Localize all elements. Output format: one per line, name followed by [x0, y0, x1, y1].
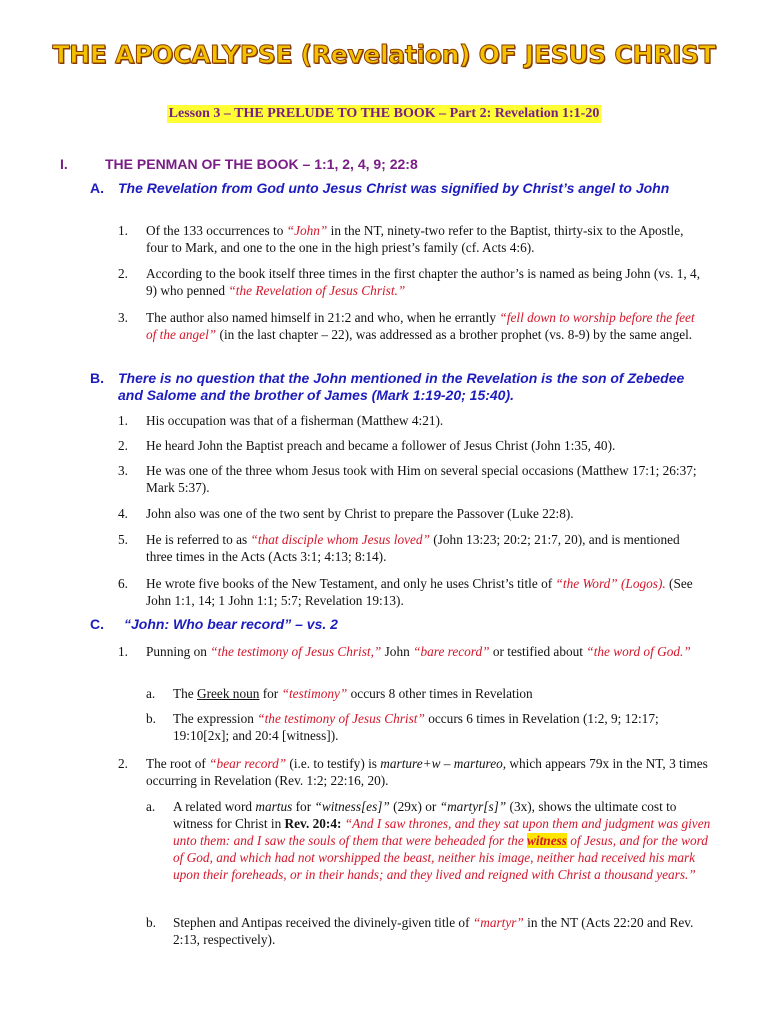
item-italic: martus — [255, 799, 293, 814]
sub-list-item — [146, 914, 711, 948]
item-text: (29x) or — [389, 799, 440, 814]
item-text: Stephen and Antipas received the divinely-given title of — [173, 915, 473, 930]
item-reference: Rev. 20:4: — [284, 816, 342, 831]
item-number: 6. — [118, 576, 128, 591]
sub-list-item — [146, 685, 711, 702]
item-text: (See John 1:1, 14; 1 John 1:1; 5:7; Revelation 19:13). — [146, 576, 693, 608]
item-quote: “martyr” — [472, 915, 524, 930]
document-title: THE APOCALYPSE (Revelation) OF JESUS CHRIST — [52, 40, 716, 69]
subitem-letter: b. — [146, 711, 156, 726]
item-quote: “the testimony of Jesus Christ,” — [210, 644, 382, 659]
item-text: His occupation was that of a fisherman (Matthew 4:21). — [146, 413, 444, 428]
item-quote: of Jesus, and for the word of God, and which had not worshipped the beast, neither his image, neither had received his mark upon their foreheads, or in their hands; and they lived and reigned with Christ a thousand years.” — [173, 833, 708, 882]
item-text: for — [292, 799, 315, 814]
item-text: He wrote five books of the New Testament, and only he uses Christ’s title of — [146, 576, 556, 591]
item-number: 1. — [118, 644, 128, 659]
section-text: THE PENMAN OF THE BOOK – 1:1, 2, 4, 9; 22:8 — [105, 156, 418, 172]
lesson-subtitle-wrap — [0, 104, 768, 123]
item-text: The — [173, 686, 197, 701]
item-text: The author also named himself in 21:2 and who, when he errantly — [146, 310, 500, 325]
item-text: or testified about — [489, 644, 587, 659]
item-italic: “martyr[s]” — [439, 799, 507, 814]
item-number: 2. — [118, 756, 128, 771]
item-text: John — [381, 644, 414, 659]
item-number: 1. — [118, 223, 128, 238]
item-text: John also was one of the two sent by Christ to prepare the Passover (Luke 22:8). — [146, 506, 574, 521]
item-text: (John 13:23; 20:2; 21:7, 20), and is mentioned three times in the Acts (Acts 3:1; 4:13; 8:14). — [146, 532, 680, 564]
item-quote: “the Word” (Logos). — [555, 576, 666, 591]
list-item — [118, 309, 708, 343]
subheading-c-text: “John: Who bear record” – vs. 2 — [124, 616, 338, 632]
highlighted-word: witness — [527, 833, 567, 848]
item-text: for — [259, 686, 282, 701]
list-item — [118, 505, 708, 522]
item-number: 5. — [118, 532, 128, 547]
item-text: The expression — [173, 711, 258, 726]
item-text: (in the last chapter – 22), was addressed as a brother prophet (vs. 8-9) by the same angel. — [216, 327, 693, 342]
item-quote: “And I saw thrones, and they sat upon them and judgment was given unto them: and I saw the souls of them that were beheaded for the — [173, 816, 711, 848]
subheading-b — [90, 370, 710, 404]
item-quote: “that disciple whom Jesus loved” — [250, 532, 430, 547]
subheading-a-label: A. — [90, 180, 104, 196]
list-item — [118, 437, 708, 454]
item-quote: “testimony” — [281, 686, 348, 701]
item-underlined: Greek noun — [197, 686, 260, 701]
list-item — [118, 265, 708, 299]
item-number: 4. — [118, 506, 128, 521]
item-text: which appears 79x in the NT, 3 times occurring in Revelation (Rev. 1:2; 22:16, 20). — [146, 756, 708, 788]
item-number: 2. — [118, 266, 128, 281]
list-item — [118, 755, 708, 789]
item-italic: “witness[es]” — [314, 799, 390, 814]
lesson-subtitle: Lesson 3 – THE PRELUDE TO THE BOOK – Part 2: Revelation 1:1-20 — [168, 106, 600, 121]
item-quote: “bare record” — [413, 644, 490, 659]
list-item — [118, 643, 708, 660]
item-text: (3x), shows the ultimate cost to witness for Christ in — [173, 799, 677, 831]
list-item — [118, 531, 708, 565]
list-item — [118, 575, 708, 609]
subheading-b-text: There is no question that the John mentioned in the Revelation is the son of Zebedee and Salome and the brother of James (Mark 1:19-20; 15:40). — [118, 370, 685, 403]
item-number: 2. — [118, 438, 128, 453]
item-quote: “bear record” — [209, 756, 287, 771]
subheading-a-text: The Revelation from God unto Jesus Christ was signified by Christ’s angel to John — [118, 180, 670, 196]
subheading-b-label: B. — [90, 370, 104, 386]
item-text: (i.e. to testify) is — [286, 756, 381, 771]
subitem-letter: a. — [146, 799, 156, 814]
list-item — [118, 222, 708, 256]
sub-list-item — [146, 798, 711, 883]
item-text: The root of — [146, 756, 210, 771]
item-text: A related word — [173, 799, 256, 814]
item-number: 3. — [118, 310, 128, 325]
subheading-c — [90, 616, 710, 633]
item-quote: “John” — [286, 223, 328, 238]
item-text: Punning on — [146, 644, 211, 659]
subitem-letter: a. — [146, 686, 156, 701]
list-item — [118, 462, 708, 496]
sub-list-item — [146, 710, 711, 744]
subitem-letter: b. — [146, 915, 156, 930]
item-text: He heard John the Baptist preach and became a follower of Jesus Christ (John 1:35, 40). — [146, 438, 616, 453]
item-quote: “the Revelation of Jesus Christ.” — [228, 283, 406, 298]
item-text: in the NT (Acts 22:20 and Rev. 2:13, respectively). — [173, 915, 694, 947]
item-number: 1. — [118, 413, 128, 428]
item-text: occurs 6 times in Revelation (1:2, 9; 12:17; 19:10[2x]; and 20:4 [witness]). — [173, 711, 659, 743]
item-number: 3. — [118, 463, 128, 478]
subheading-c-label: C. — [90, 616, 104, 632]
section-heading — [60, 156, 418, 172]
item-text: in the NT, ninety-two refer to the Baptist, thirty-six to the Apostle, four to Mark, and one to the one in the high priest’s family (cf. Acts 4:6). — [146, 223, 684, 255]
item-italic: marture+w – martureo, — [380, 756, 507, 771]
item-quote: “the word of God.” — [586, 644, 691, 659]
section-number: I. — [60, 156, 68, 172]
item-text: He is referred to as — [146, 532, 251, 547]
item-text: He was one of the three whom Jesus took with Him on several special occasions (Matthew 17:1; 26:37; Mark 5:37). — [146, 463, 697, 495]
item-quote: “fell down to worship before the feet of the angel” — [146, 310, 695, 342]
item-text: occurs 8 other times in Revelation — [347, 686, 533, 701]
item-quote: “the testimony of Jesus Christ” — [257, 711, 425, 726]
subheading-a — [90, 180, 710, 197]
item-text: According to the book itself three times in the first chapter the author’s is named as being John (vs. 1, 4, 9) who penned — [146, 266, 701, 298]
item-text: Of the 133 occurrences to — [146, 223, 287, 238]
list-item — [118, 412, 708, 429]
